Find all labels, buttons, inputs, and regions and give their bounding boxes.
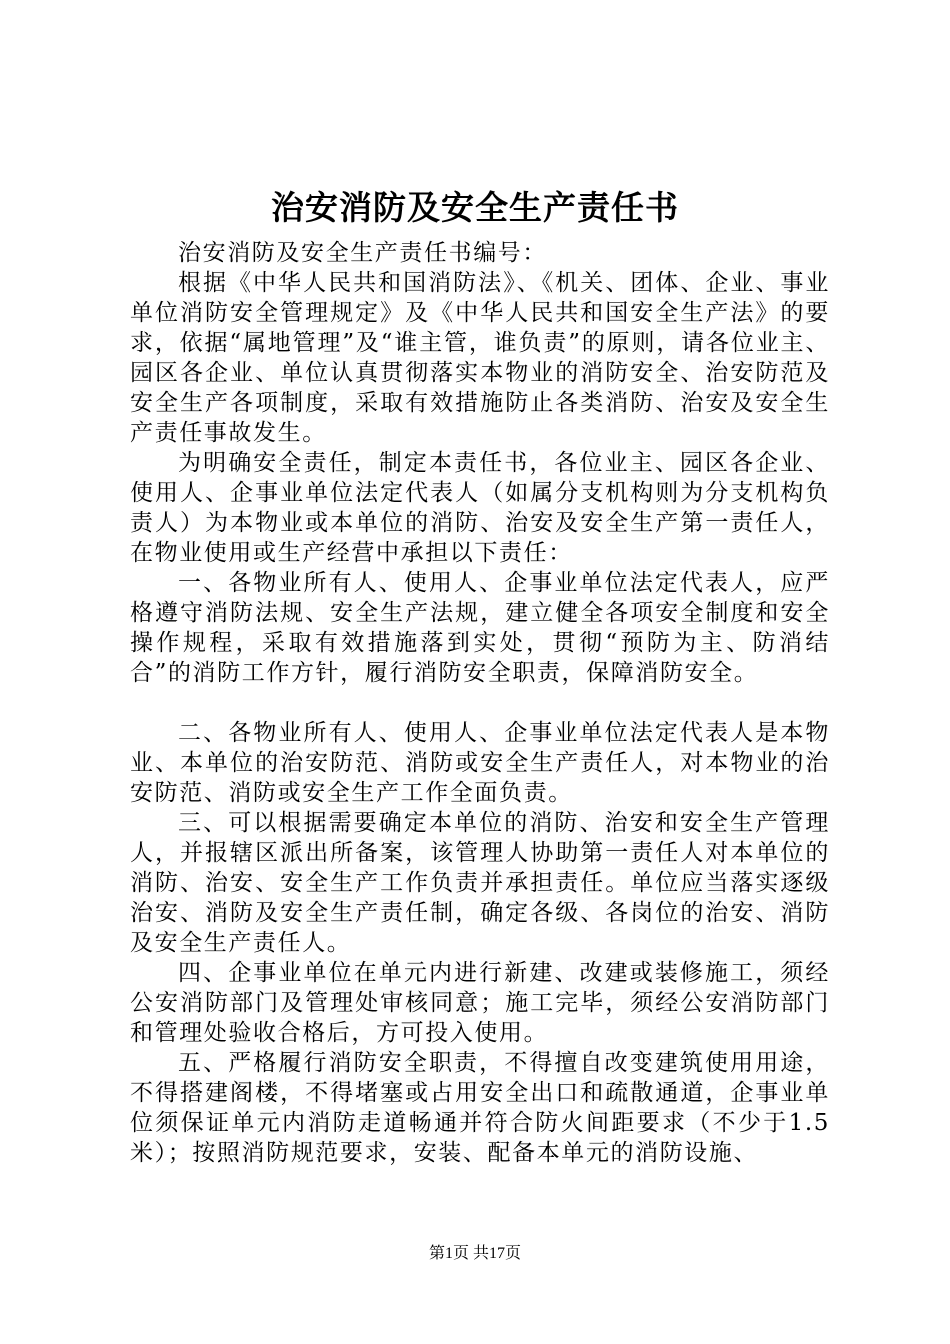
paragraph-clause-5: 五、严格履行消防安全职责，不得擅自改变建筑使用用途，不得搭建阁楼，不得堵塞或占用安全出口和疏散通道，企事业单位须保证单元内消防走道畅通并符合防火间距要求（不少于1.5米）；按照消防规范要求，安装、配备本单元的消防设施、 [130, 1050, 830, 1166]
page-footer [0, 1244, 950, 1264]
paragraph-clause-2: 二、各物业所有人、使用人、企事业单位法定代表人是本物业、本单位的治安防范、消防或安全生产责任人，对本物业的治安防范、消防或安全生产工作全面负责。 [130, 720, 830, 806]
document-body [130, 238, 830, 1168]
paragraph-clause-4: 四、企事业单位在单元内进行新建、改建或装修施工，须经公安消防部门及管理处审核同意；施工完毕，须经公安消防部门和管理处验收合格后，方可投入使用。 [130, 960, 830, 1046]
page-number: 第1页 [428, 1245, 469, 1262]
paragraph-clause-3: 三、可以根据需要确定本单位的消防、治安和安全生产管理人，并报辖区派出所备案，该管理人协助第一责任人对本单位的消防、治安、安全生产工作负责并承担责任。单位应当落实逐级治安、消防及安全生产责任制，确定各级、各岗位的治安、消防及安全生产责任人。 [130, 810, 830, 956]
paragraph-responsibility-intro: 为明确安全责任，制定本责任书，各位业主、园区各企业、使用人、企事业单位法定代表人（如属分支机构则为分支机构负责人）为本物业或本单位的消防、治安及安全生产第一责任人，在物业使用或生产经营中承担以下责任： [130, 450, 830, 566]
paragraph-clause-1: 一、各物业所有人、使用人、企事业单位法定代表人，应严格遵守消防法规、安全生产法规，建立健全各项安全制度和安全操作规程，采取有效措施落到实处，贯彻“预防为主、防消结合”的消防工作方针，履行消防安全职责，保障消防安全。 [130, 570, 830, 686]
paragraph-document-number: 治安消防及安全生产责任书编号： [178, 240, 547, 266]
page-total: 共17页 [473, 1245, 522, 1262]
document-title: 治安消防及安全生产责任书 [271, 188, 679, 227]
paragraph-legal-basis: 根据《中华人民共和国消防法》、《机关、团体、企业、事业单位消防安全管理规定》及《中华人民共和国安全生产法》的要求，依据“属地管理”及“谁主管，谁负责”的原则，请各位业主、园区各企业、单位认真贯彻落实本物业的消防安全、治安防范及安全生产各项制度，采取有效措施防止各类消防、治安及安全生产责任事故发生。 [130, 270, 830, 446]
